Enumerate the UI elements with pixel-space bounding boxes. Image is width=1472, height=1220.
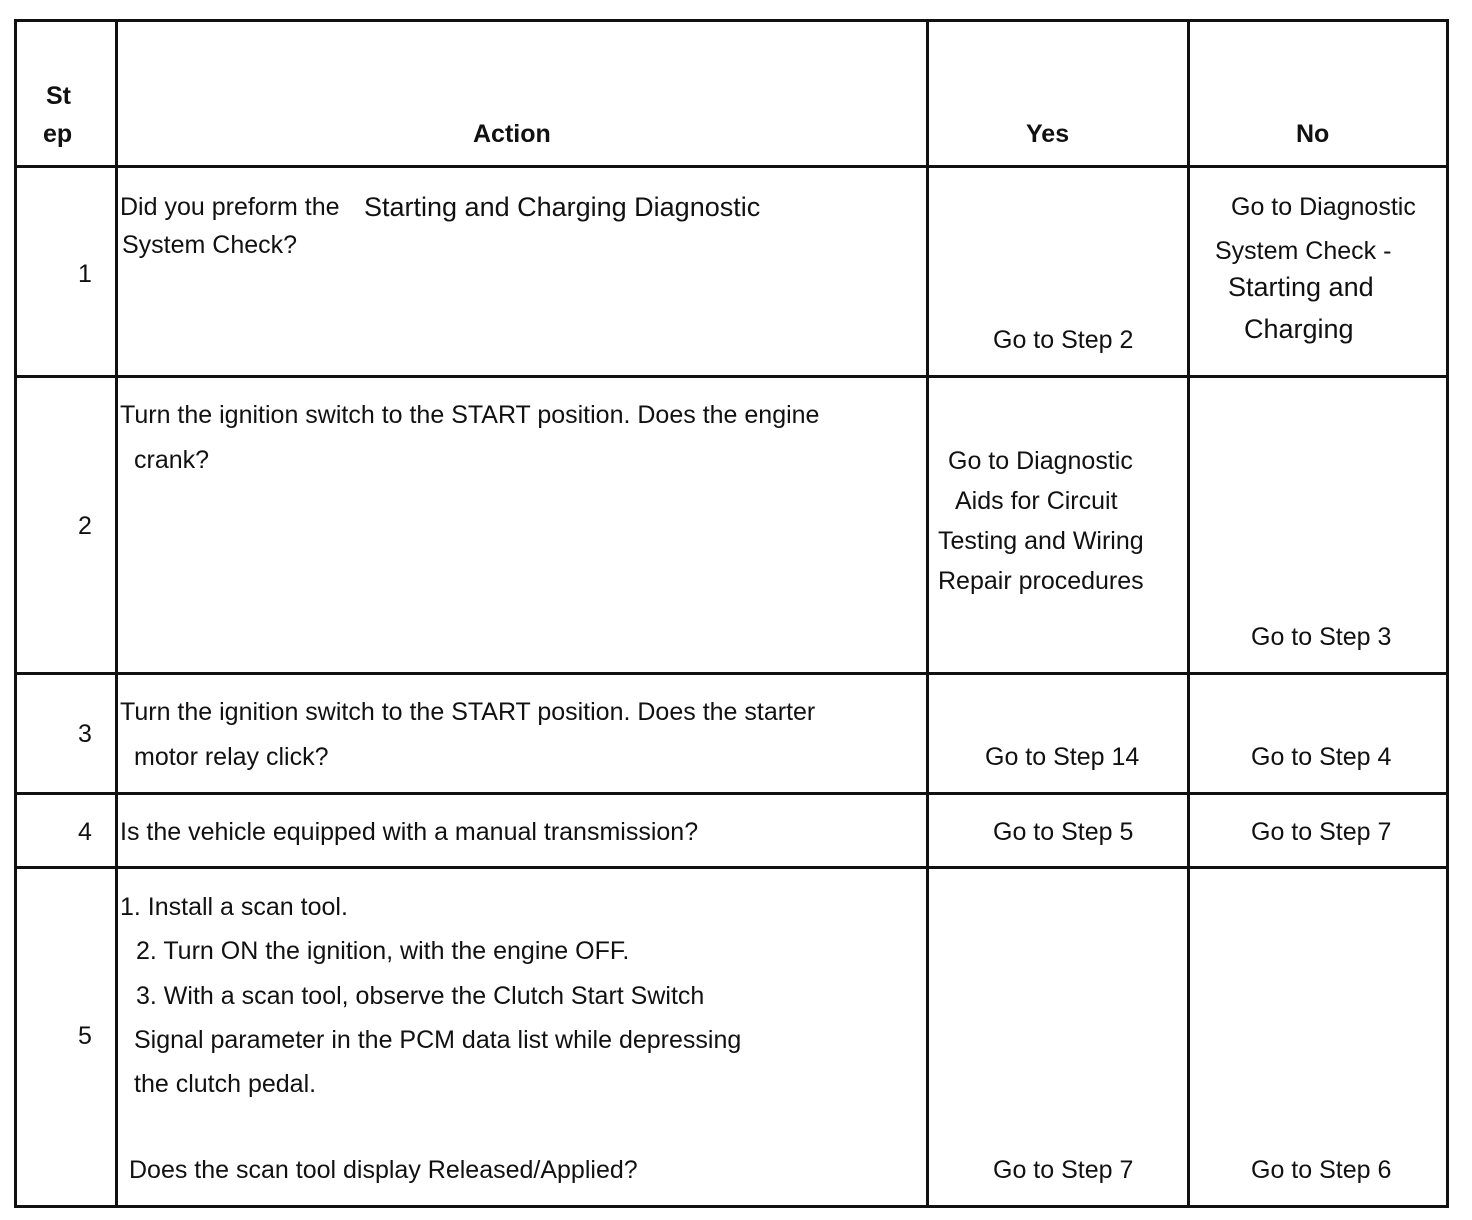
action-text: the clutch pedal. (134, 1070, 317, 1098)
action-text: Signal parameter in the PCM data list while depressing (134, 1026, 742, 1054)
action-text: crank? (134, 446, 210, 474)
yes-result: Go to Step 7 (993, 1156, 1134, 1184)
yes-result: Aids for Circuit (955, 487, 1118, 515)
header-step-line2: ep (43, 120, 73, 148)
action-text: Does the scan tool display Released/Applied? (129, 1156, 638, 1184)
step-number: 2 (78, 512, 92, 540)
step-number: 4 (78, 818, 92, 846)
row-divider (14, 672, 1449, 675)
header-step-line1: St (46, 82, 71, 110)
no-result: Go to Step 6 (1251, 1156, 1392, 1184)
column-divider (1187, 19, 1190, 1208)
header-yes: Yes (1026, 120, 1070, 148)
action-text: Turn the ignition switch to the START position. Does the starter (120, 698, 816, 726)
column-divider (115, 19, 118, 1208)
action-text: Did you preform the (120, 193, 340, 221)
no-result: System Check - (1215, 237, 1392, 265)
no-result: Go to Diagnostic (1231, 193, 1416, 221)
action-text: Turn the ignition switch to the START position. Does the engine (120, 401, 820, 429)
step-number: 3 (78, 720, 92, 748)
row-divider (14, 165, 1449, 168)
row-divider (14, 375, 1449, 378)
no-result: Go to Step 3 (1251, 623, 1392, 651)
action-text: Is the vehicle equipped with a manual transmission? (120, 818, 699, 846)
yes-result: Testing and Wiring (938, 527, 1144, 555)
yes-result: Repair procedures (938, 567, 1144, 595)
step-number: 1 (78, 260, 92, 288)
row-divider (14, 792, 1449, 795)
action-text: 1. Install a scan tool. (120, 893, 348, 921)
action-text: Starting and Charging Diagnostic (364, 192, 761, 222)
column-divider (926, 19, 929, 1208)
row-divider (14, 866, 1449, 869)
action-text: motor relay click? (134, 743, 329, 771)
no-result: Starting and (1228, 272, 1374, 302)
yes-result: Go to Step 5 (993, 818, 1134, 846)
yes-result: Go to Step 14 (985, 743, 1140, 771)
action-text: 2. Turn ON the ignition, with the engine OFF. (136, 937, 630, 965)
action-text: System Check? (122, 231, 298, 259)
no-result: Go to Step 4 (1251, 743, 1392, 771)
header-no: No (1296, 120, 1330, 148)
no-result: Go to Step 7 (1251, 818, 1392, 846)
yes-result: Go to Diagnostic (948, 447, 1133, 475)
no-result: Charging (1244, 314, 1354, 344)
yes-result: Go to Step 2 (993, 326, 1134, 354)
step-number: 5 (78, 1022, 92, 1050)
header-action: Action (473, 120, 551, 148)
action-text: 3. With a scan tool, observe the Clutch Start Switch (136, 982, 705, 1010)
